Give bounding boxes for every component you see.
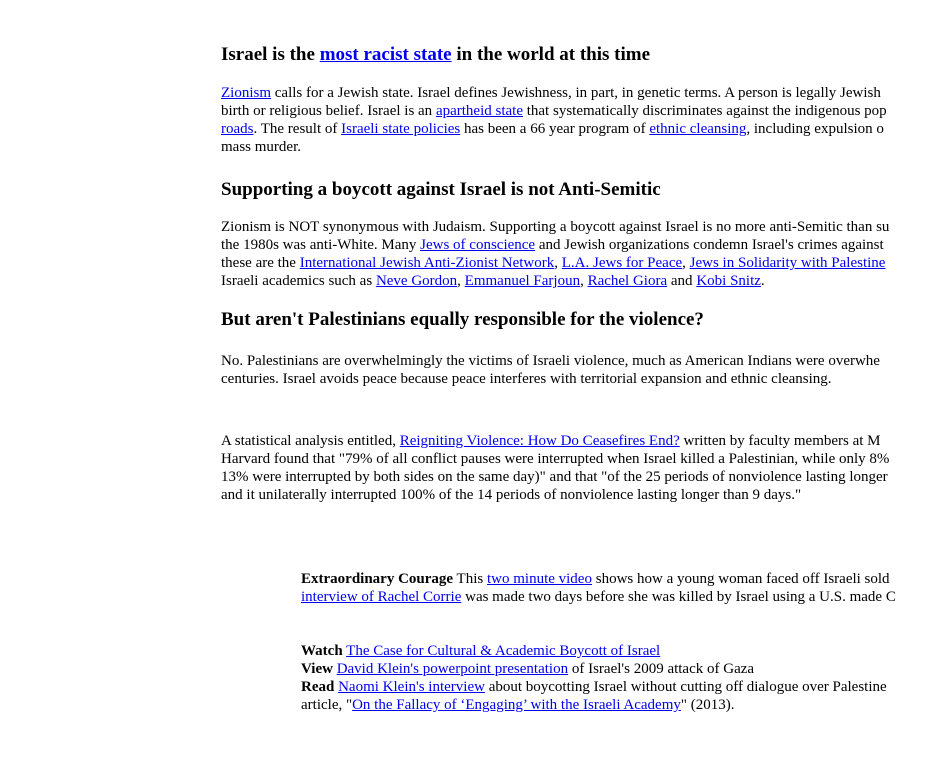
paragraph-text: has been a 66 year program of [460,121,650,137]
neve-gordon-link[interactable]: Neve Gordon [375,273,458,289]
ethnic-cleansing-link[interactable]: ethnic cleansing [649,121,747,137]
la-jews-for-peace-link[interactable]: L.A. Jews for Peace [561,255,683,271]
paragraph-text: about boycotting Israel without cutting off dialogue over Palestine [484,679,887,695]
paragraph-text: centuries. Israel avoids peace because peace interferes with territorial expansion and ethnic cleansing. [221,371,832,387]
zionism-paragraph [221,84,887,156]
roads-link[interactable]: roads [221,121,254,137]
paragraph-text: Zionism is NOT synonymous with Judaism. Supporting a boycott against Israel is no more anti-Semitic than su [221,219,890,235]
jews-of-conscience-link[interactable]: Jews of conscience [420,237,536,253]
boycott-paragraph [221,218,889,290]
separator: , [580,273,588,289]
rachel-corrie-interview-link[interactable]: interview of Rachel Corrie [301,589,462,605]
naomi-klein-interview-link[interactable]: Naomi Klein's interview [338,679,485,695]
jews-in-solidarity-link[interactable]: Jews in Solidarity with Palestine [689,255,886,271]
paragraph-text: A statistical analysis entitled, [221,433,400,449]
extraordinary-courage-block [301,570,930,606]
separator: , [457,273,465,289]
paragraph-text: . The result of [253,121,342,137]
paragraph-text: shows how a young woman faced off Israeli sold [591,571,890,587]
emmanuel-farjoun-link[interactable]: Emmanuel Farjoun [464,273,581,289]
paragraph-text: written by faculty members at M [679,433,881,449]
view-label: View [301,661,333,677]
separator: , [682,255,690,271]
paragraph-text: No. Palestinians are overwhelmingly the victims of Israeli violence, much as American Indians were overwhe [221,353,880,369]
paragraph-text: . [760,273,765,289]
paragraph-text: This [453,571,487,587]
reigniting-violence-link[interactable]: Reigniting Violence: How Do Ceasefires End? [399,433,680,449]
paragraph-text: these are the [221,255,300,271]
paragraph-text: mass murder. [221,139,301,155]
david-klein-presentation-link[interactable]: David Klein's powerpoint presentation [336,661,569,677]
ijan-link[interactable]: International Jewish Anti-Zionist Network [299,255,555,271]
victims-paragraph [221,352,880,388]
paragraph-text: calls for a Jewish state. Israel defines Jewishness, in part, in genetic terms. A person is legally Jewish [271,85,881,101]
heading-text: in the world at this time [451,44,651,65]
apartheid-state-link[interactable]: apartheid state [435,103,523,119]
most-racist-state-link[interactable]: most racist state [319,44,452,65]
rachel-giora-link[interactable]: Rachel Giora [587,273,668,289]
paragraph-text: Harvard found that "79% of all conflict pauses were interrupted when Israel killed a Palestinian, while only 8% [221,451,890,467]
zionism-link[interactable]: Zionism [221,85,272,101]
fallacy-of-engaging-link[interactable]: On the Fallacy of ‘Engaging’ with the Israeli Academy [352,697,681,713]
heading-text: Israel is the [221,44,320,65]
separator: , [554,255,562,271]
watch-label: Watch [301,643,343,659]
paragraph-text: , including expulsion o [746,121,884,137]
statistical-analysis-paragraph [221,432,889,504]
paragraph-text: the 1980s was anti-White. Many [221,237,421,253]
heading-palestinians-responsible: But aren't Palestinians equally responsible for the violence? [221,309,704,330]
heading-boycott-not-antisemitic: Supporting a boycott against Israel is not Anti-Semitic [221,179,661,200]
paragraph-text: and [667,273,697,289]
paragraph-text: of Israel's 2009 attack of Gaza [568,661,755,677]
two-minute-video-link[interactable]: two minute video [486,571,592,587]
read-label: Read [301,679,335,695]
paragraph-text: and Jewish organizations condemn Israel's crimes against [535,237,884,253]
kobi-snitz-link[interactable]: Kobi Snitz [696,273,761,289]
heading-racist-state [221,44,650,66]
courage-label: Extraordinary Courage [301,571,454,587]
paragraph-text: was made two days before she was killed by Israel using a U.S. made C [461,589,896,605]
resources-block [301,642,887,714]
paragraph-text: and it unilaterally interrupted 100% of the 14 periods of nonviolence lasting longer than 9 days." [221,487,802,503]
israeli-state-policies-link[interactable]: Israeli state policies [341,121,461,137]
paragraph-text: 13% were interrupted by both sides on the same day)" and that "of the 25 periods of nonviolence lasting longer [221,469,888,485]
paragraph-text: article, " [301,697,353,713]
paragraph-text: that systematically discriminates against the indigenous pop [522,103,887,119]
case-for-boycott-link[interactable]: The Case for Cultural & Academic Boycott of Israel [346,643,661,659]
paragraph-text: birth or religious belief. Israel is an [221,103,436,119]
paragraph-text: Israeli academics such as [221,273,376,289]
paragraph-text: " (2013). [680,697,735,713]
right-column [301,570,930,713]
